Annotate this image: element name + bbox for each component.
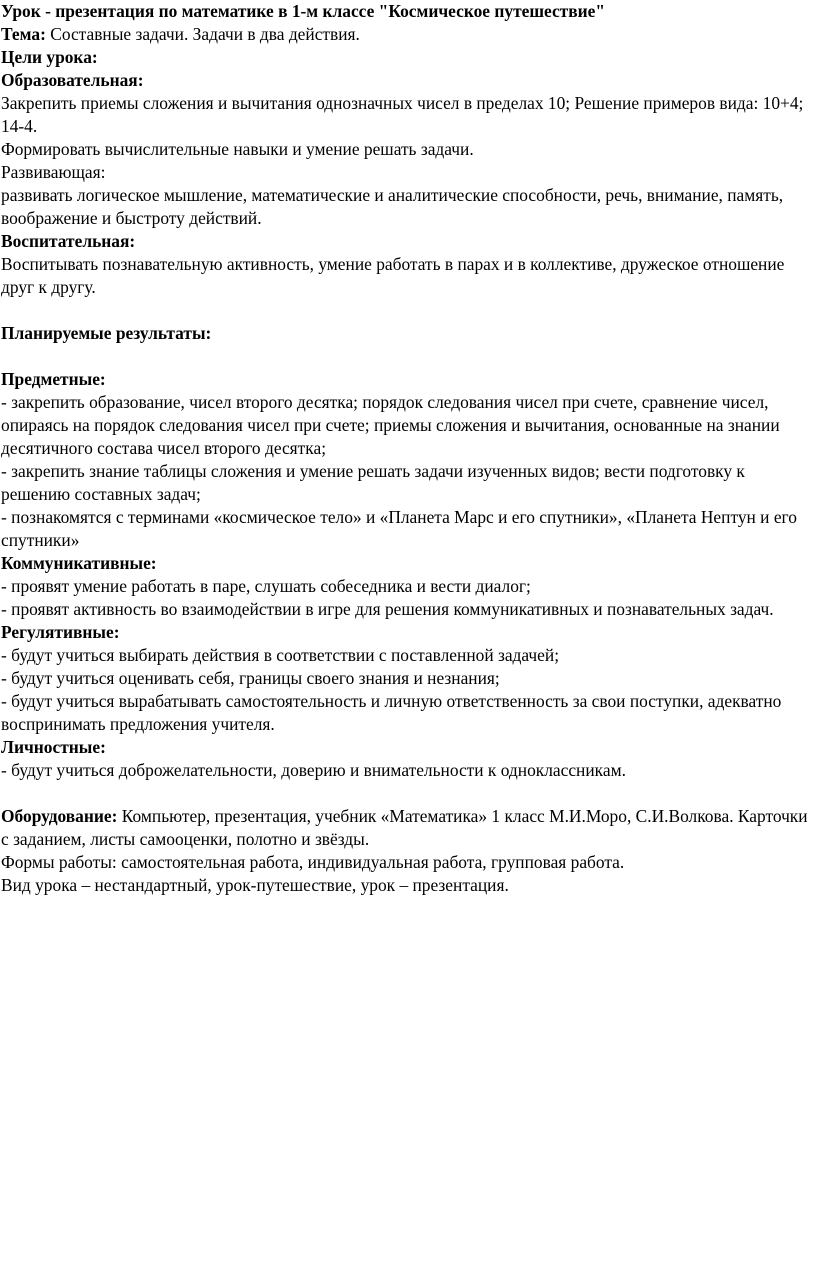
regulatory-heading: Регулятивные: (1, 622, 120, 642)
document-title: Урок - презентация по математике в 1-м классе "Космическое путешествие" (1, 1, 606, 21)
educational-heading: Образовательная: (1, 70, 144, 90)
personal-heading: Личностные: (1, 737, 106, 757)
regulatory-item: - будут учиться вырабатывать самостоятельность и личную ответственность за свои поступки, адекватно воспринимать предложения учителя. (1, 691, 782, 734)
work-forms: Формы работы: самостоятельная работа, индивидуальная работа, групповая работа. (1, 852, 625, 872)
subject-item: - закрепить образование, чисел второго десятка; порядок следования чисел при счете, сравнение чисел, опираясь на порядок следования чисел при счете; приемы сложения и вычитания, основанные на знании десятичного состава чисел второго десятка; (1, 392, 780, 458)
developing-heading: Развивающая: (1, 162, 106, 182)
equipment-label: Оборудование: (1, 806, 118, 826)
regulatory-item: - будут учиться оценивать себя, границы своего знания и незнания; (1, 668, 500, 688)
equipment-line (1, 805, 813, 851)
spacer (1, 782, 813, 805)
spacer (1, 299, 813, 322)
educational-item: Закрепить приемы сложения и вычитания однозначных чисел в пределах 10; Решение примеров вида: 10+4; 14-4. (1, 93, 804, 136)
developing-text: развивать логическое мышление, математические и аналитические способности, речь, внимание, память, воображение и быстроту действий. (1, 185, 784, 228)
lesson-type: Вид урока – нестандартный, урок-путешествие, урок – презентация. (1, 875, 509, 895)
personal-item: - будут учиться доброжелательности, доверию и внимательности к одноклассникам. (1, 760, 626, 780)
topic-line (1, 23, 813, 46)
spacer (1, 345, 813, 368)
subject-heading: Предметные: (1, 369, 106, 389)
topic-label: Тема: (1, 24, 46, 44)
topic-text: Составные задачи. Задачи в два действия. (45, 24, 360, 44)
subject-item: - закрепить знание таблицы сложения и умение решать задачи изученных видов; вести подготовку к решению составных задач; (1, 461, 745, 504)
subject-item: - познакомятся с терминами «космическое тело» и «Планета Марс и его спутники», «Планета Нептун и его спутники» (1, 507, 797, 550)
planned-results-heading: Планируемые результаты: (1, 323, 212, 343)
communicative-heading: Коммуникативные: (1, 553, 157, 573)
communicative-item: - проявят активность во взаимодействии в игре для решения коммуникативных и познавательных задач. (1, 599, 774, 619)
equipment-text: Компьютер, презентация, учебник «Математика» 1 класс М.И.Моро, С.И.Волкова. Карточки с заданием, листы самооценки, полотно и звёзды. (1, 806, 808, 849)
regulatory-item: - будут учиться выбирать действия в соответствии с поставленной задачей; (1, 645, 560, 665)
upbringing-text: Воспитывать познавательную активность, умение работать в парах и в коллективе, дружеское отношение друг к другу. (1, 254, 785, 297)
goals-heading: Цели урока: (1, 47, 98, 67)
communicative-item: - проявят умение работать в паре, слушать собеседника и вести диалог; (1, 576, 531, 596)
educational-item: Формировать вычислительные навыки и умение решать задачи. (1, 139, 474, 159)
upbringing-heading: Воспитательная: (1, 231, 136, 251)
